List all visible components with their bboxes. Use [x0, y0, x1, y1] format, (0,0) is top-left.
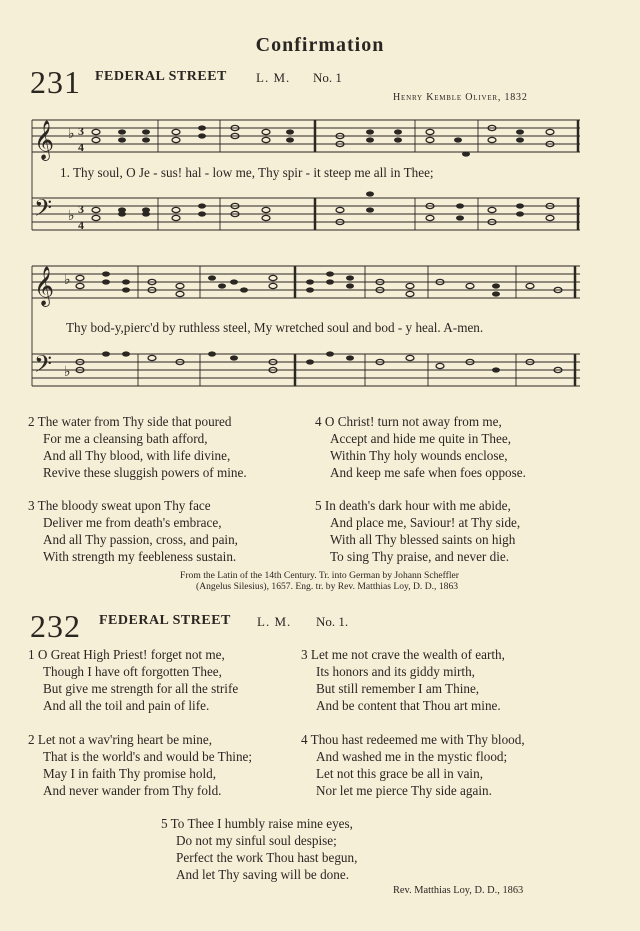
music-lyric-line-2: Thy bod-y,pierc'd by ruthless steel, My wretched soul and bod - y heal. A-men.: [66, 320, 484, 335]
hymn-232-tune-no: No. 1.: [316, 614, 349, 629]
svg-text:𝄢: 𝄢: [34, 196, 53, 227]
hymn-232-stanza-3: [301, 646, 505, 714]
stanza-line: And all Thy blood, with life divine,: [43, 448, 231, 463]
svg-text:𝄢: 𝄢: [34, 352, 53, 383]
music-lyric-line-1: 1. Thy soul, O Je - sus! hal - low me, Thy spir - it steep me all in Thee;: [60, 165, 434, 180]
hymn-231-stanza-3: [28, 497, 238, 565]
stanza-line: For me a cleansing bath afford,: [43, 431, 208, 446]
stanza-line: Within Thy holy wounds enclose,: [330, 448, 508, 463]
hymn-231-stanza-5: [315, 497, 520, 565]
stanza-line: 4 O Christ! turn not away from me,: [315, 414, 502, 429]
hymn-232-stanza-4: [301, 731, 525, 799]
stanza-line: And place me, Saviour! at Thy side,: [330, 515, 521, 530]
stanza-line: Accept and hide me quite in Thee,: [330, 431, 512, 446]
stanza-line: And all Thy passion, cross, and pain,: [43, 532, 238, 547]
stanza-line: 3 Let me not crave the wealth of earth,: [301, 647, 505, 662]
stanza-line: 2 The water from Thy side that poured: [28, 414, 232, 429]
svg-text:4: 4: [78, 218, 84, 232]
svg-text:3: 3: [78, 202, 84, 216]
stanza-line: Though I have oft forgotten Thee,: [43, 664, 222, 679]
hymn-232-stanza-1: [28, 646, 238, 714]
svg-text:𝄞: 𝄞: [34, 122, 55, 159]
hymn-232-tune: FEDERAL STREET: [99, 613, 231, 628]
hymn-232-number: 232: [30, 608, 81, 644]
hymn-231-credit-line-2: (Angelus Silesius), 1657. Eng. tr. by Rev. Matthias Loy, D. D., 1863: [196, 581, 459, 592]
stanza-line: With all Thy blessed saints on high: [330, 532, 516, 547]
stanza-line: 5 In death's dark hour with me abide,: [315, 498, 511, 513]
stanza-line: Deliver me from death's embrace,: [43, 515, 222, 530]
stanza-line: And keep me safe when foes oppose.: [330, 465, 526, 480]
stanza-line: With strength my feebleness sustain.: [43, 549, 237, 564]
stanza-line: 2 Let not a wav'ring heart be mine,: [28, 732, 213, 747]
section-title: Confirmation: [255, 34, 385, 56]
svg-text:♭: ♭: [68, 209, 75, 224]
stanza-line: And all the toil and pain of life.: [43, 698, 210, 713]
hymn-231-number: 231: [30, 64, 81, 100]
hymn-232-stanza-5: [161, 815, 357, 883]
svg-text:♭: ♭: [68, 127, 75, 142]
svg-text:4: 4: [78, 140, 84, 154]
hymn-231-composer: Henry Kemble Oliver, 1832: [393, 92, 528, 103]
hymn-231-stanza-2: [28, 413, 247, 481]
stanza-line: Its honors and its giddy mirth,: [316, 664, 475, 679]
stanza-line: To sing Thy praise, and never die.: [330, 549, 510, 564]
hymn-232-meter: L. M.: [257, 614, 292, 629]
stanza-line: 1 O Great High Priest! forget not me,: [28, 647, 225, 662]
stanza-line: Revive these sluggish powers of mine.: [43, 465, 247, 480]
hymn-231-stanza-4: [315, 413, 526, 481]
stanza-line: And washed me in the mystic flood;: [316, 749, 508, 764]
stanza-line: But still remember I am Thine,: [316, 681, 480, 696]
stanza-line: That is the world's and would be Thine;: [43, 749, 253, 764]
svg-text:♭: ♭: [64, 273, 71, 288]
svg-text:♭: ♭: [64, 365, 71, 380]
stanza-line: Let not this grace be all in vain,: [316, 766, 483, 781]
svg-text:𝄞: 𝄞: [34, 268, 55, 305]
stanza-line: And never wander from Thy fold.: [43, 783, 222, 798]
stanza-line: 4 Thou hast redeemed me with Thy blood,: [301, 732, 525, 747]
hymn-232-credit: Rev. Matthias Loy, D. D., 1863: [393, 885, 524, 896]
hymn-231-tune: FEDERAL STREET: [95, 69, 227, 84]
stanza-line: And be content that Thou art mine.: [316, 698, 501, 713]
svg-text:3: 3: [78, 124, 84, 138]
stanza-line: 3 The bloody sweat upon Thy face: [28, 498, 211, 513]
hymn-231-meter: L. M.: [256, 70, 291, 85]
stanza-line: Do not my sinful soul despise;: [176, 833, 337, 848]
stanza-line: 5 To Thee I humbly raise mine eyes,: [161, 816, 353, 831]
stanza-line: May I in faith Thy promise hold,: [43, 766, 217, 781]
hymn-231-tune-no: No. 1: [313, 70, 342, 85]
stanza-line: Nor let me pierce Thy side again.: [316, 783, 492, 798]
stanza-line: And let Thy saving will be done.: [176, 867, 350, 882]
stanza-line: Perfect the work Thou hast begun,: [176, 850, 358, 865]
hymn-231-credit-line-1: From the Latin of the 14th Century. Tr. into German by Johann Scheffler: [180, 570, 459, 581]
stanza-line: But give me strength for all the strife: [43, 681, 239, 696]
hymn-232-stanza-2: [28, 731, 252, 799]
